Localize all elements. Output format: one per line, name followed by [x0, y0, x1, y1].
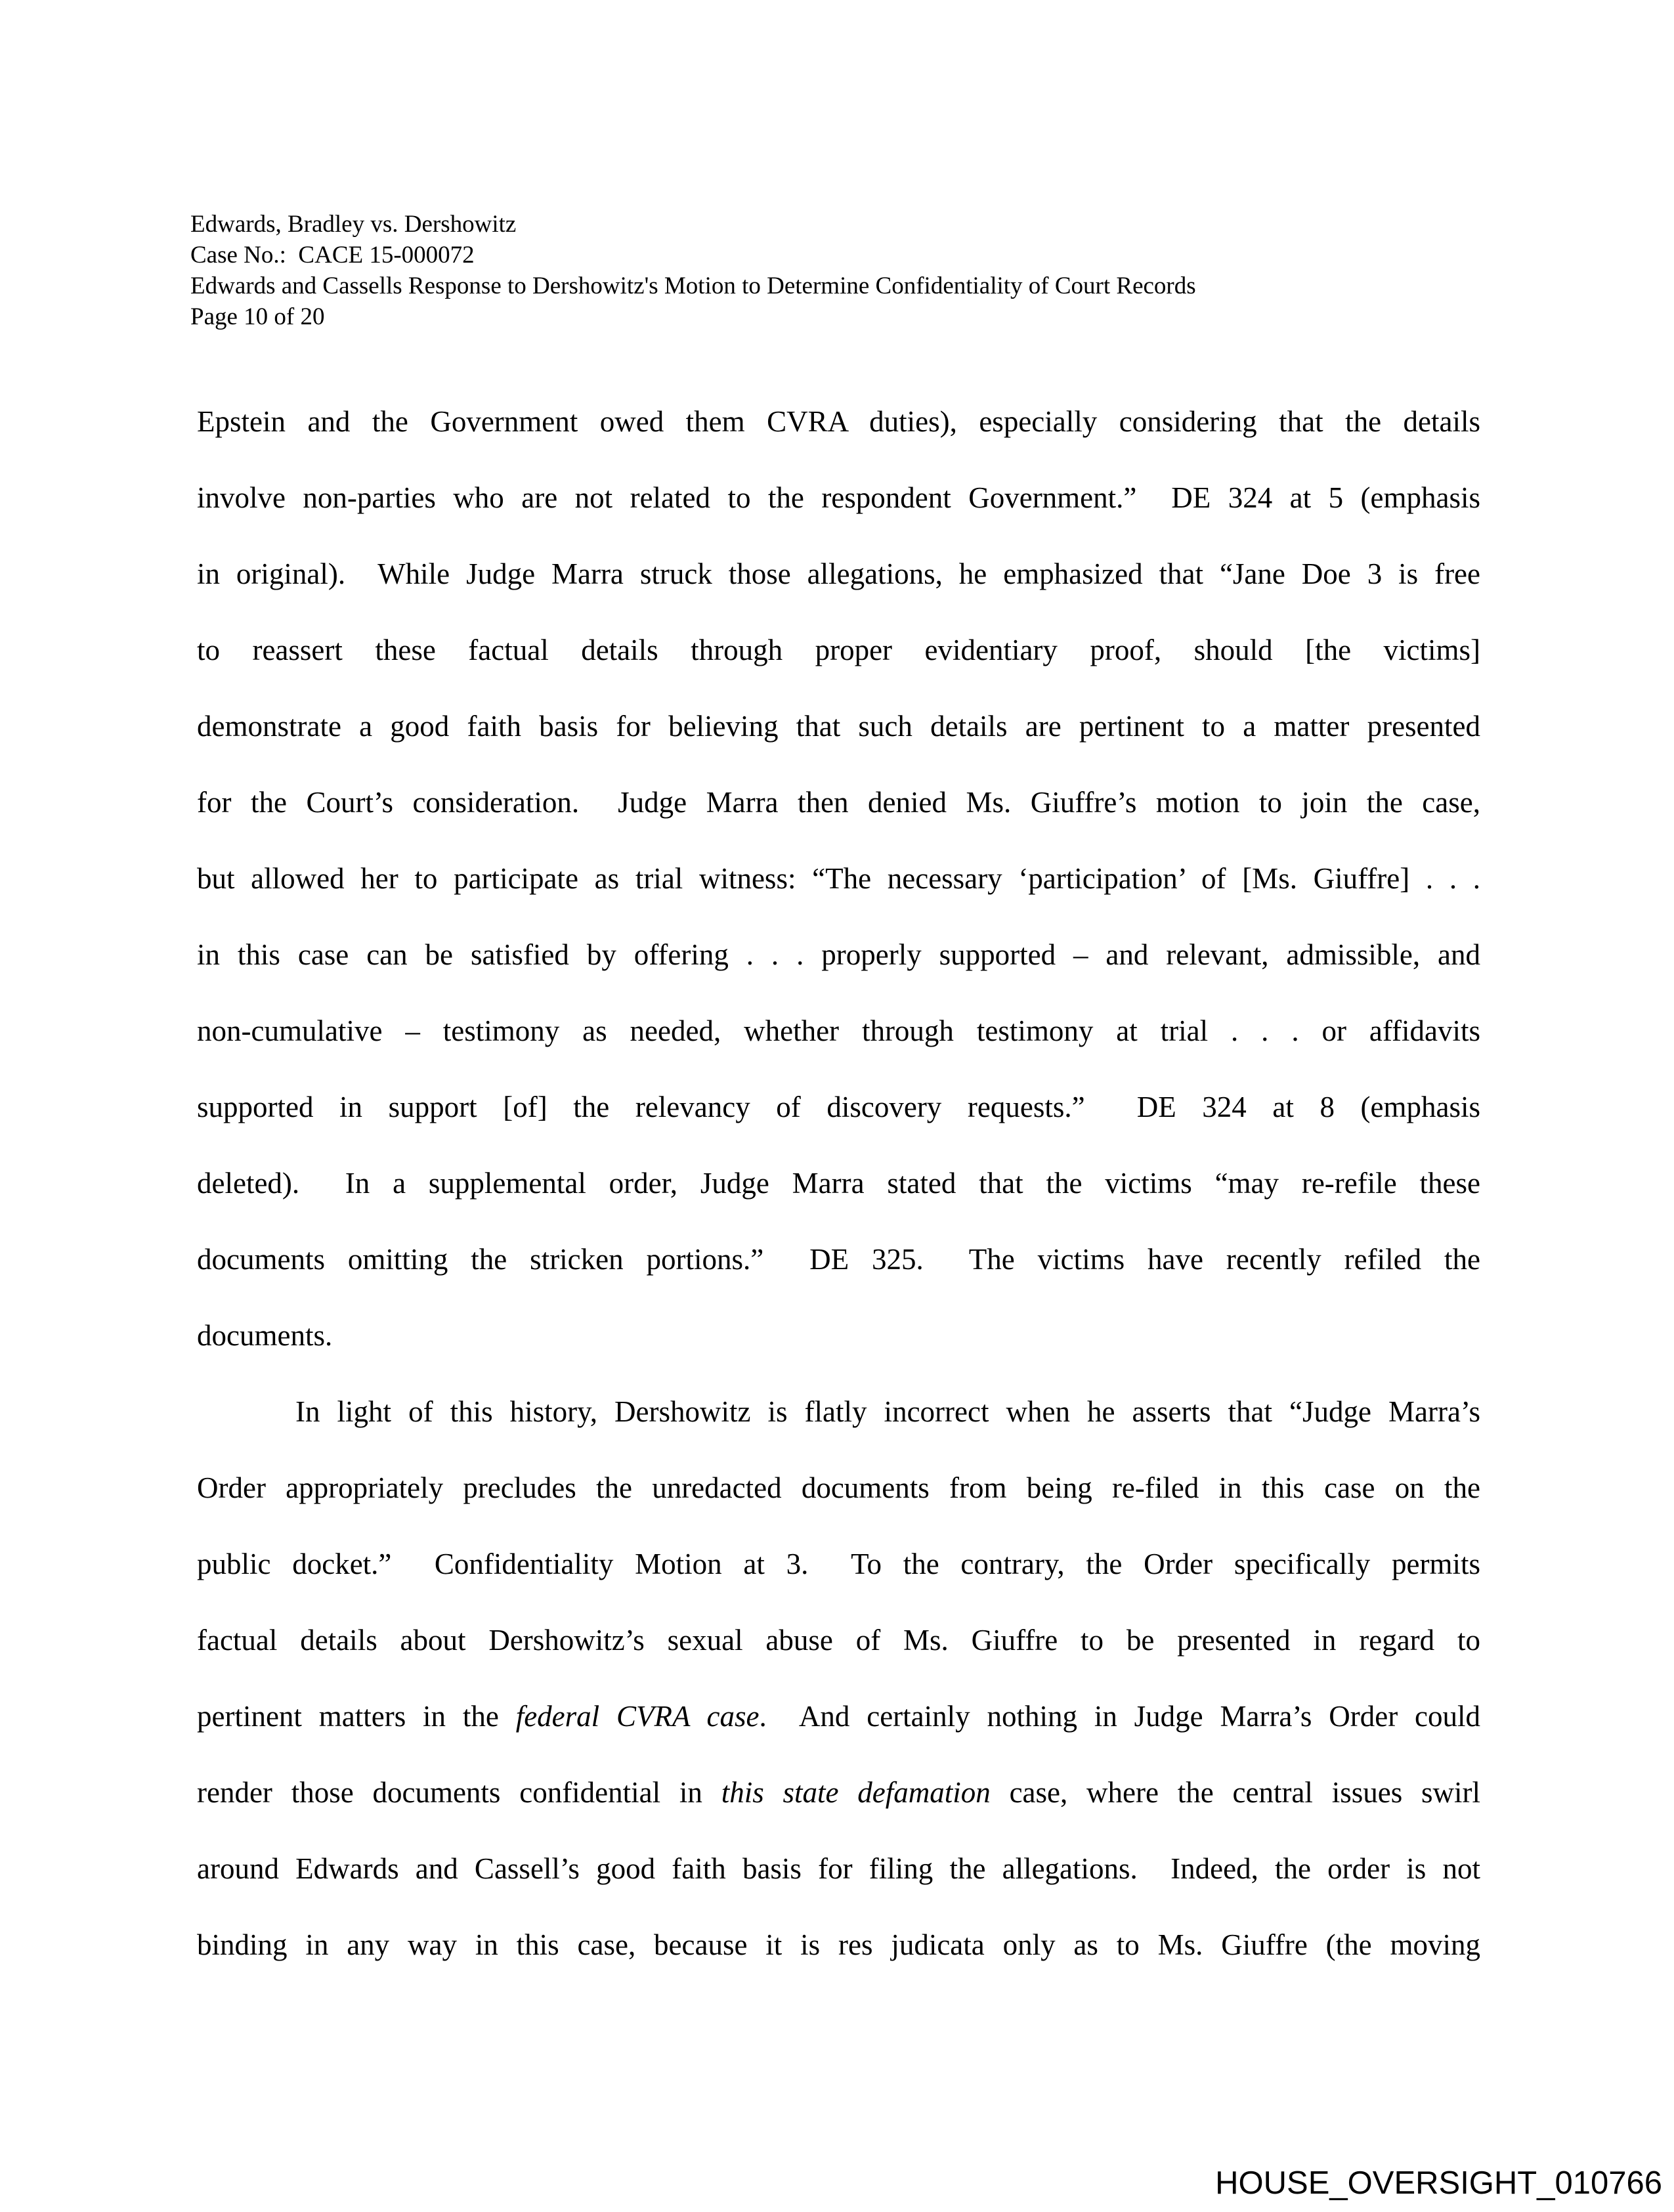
text-line: [197, 460, 1480, 536]
text-line: [197, 1907, 1480, 1983]
document-title: Edwards and Cassells Response to Dershowitz's Motion to Determine Confidentiality of Court Records: [190, 272, 1196, 299]
italic-text-run: this state defamation: [721, 1776, 991, 1809]
case-header: [190, 209, 1503, 332]
page-number-label: Page 10 of 20: [190, 303, 325, 330]
case-number: Case No.: CACE 15-000072: [190, 242, 475, 269]
text-line: [197, 383, 1480, 460]
text-run: Order appropriately precludes the unredacted documents from being re-filed in this case on the: [197, 1471, 1480, 1504]
text-run: pertinent matters in the: [197, 1700, 516, 1733]
text-run: for the Court’s consideration. Judge Marra then denied Ms. Giuffre’s motion to join the case,: [197, 786, 1480, 819]
text-line: [197, 1374, 1480, 1450]
text-line: [197, 1526, 1480, 1602]
text-line: [197, 1754, 1480, 1831]
text-run: Epstein and the Government owed them CVRA duties), especially considering that the details: [197, 405, 1480, 438]
text-run: non-cumulative – testimony as needed, whether through testimony at trial . . . or affidavits: [197, 1014, 1480, 1047]
text-run: render those documents confidential in: [197, 1776, 721, 1809]
text-line: [197, 1145, 1480, 1221]
text-line: [197, 1450, 1480, 1526]
text-run: to reassert these factual details through proper evidentiary proof, should [the victims]: [197, 634, 1480, 666]
text-line: [197, 1069, 1480, 1145]
text-run: factual details about Dershowitz’s sexual abuse of Ms. Giuffre to be presented in regard to: [197, 1624, 1480, 1657]
text-line: [197, 993, 1480, 1069]
text-run: but allowed her to participate as trial witness: “The necessary ‘participation’ of [Ms. Giuffre] . . .: [197, 862, 1480, 895]
text-run: In light of this history, Dershowitz is flatly incorrect when he asserts that “Judge Marra’s: [295, 1395, 1480, 1428]
text-run: involve non-parties who are not related to the respondent Government.” DE 324 at 5 (emphasis: [197, 481, 1480, 514]
text-line: [197, 1678, 1480, 1754]
text-run: in this case can be satisfied by offering . . . properly supported – and relevant, admissible, and: [197, 938, 1480, 971]
document-body: [197, 383, 1480, 1983]
text-line: [197, 917, 1480, 993]
text-line: [197, 1221, 1480, 1297]
text-run: around Edwards and Cassell’s good faith basis for filing the allegations. Indeed, the order is not: [197, 1852, 1480, 1885]
case-title: Edwards, Bradley vs. Dershowitz: [190, 211, 517, 238]
text-line: [197, 536, 1480, 612]
text-run: documents.: [197, 1319, 333, 1352]
text-run: supported in support [of] the relevancy of discovery requests.” DE 324 at 8 (emphasis: [197, 1091, 1480, 1123]
text-line: [197, 1602, 1480, 1678]
text-line: [197, 764, 1480, 840]
bates-stamp: HOUSE_OVERSIGHT_010766: [1215, 2165, 1662, 2201]
text-run: deleted). In a supplemental order, Judge Marra stated that the victims “may re-refile these: [197, 1167, 1480, 1200]
text-run: case, where the central issues swirl: [990, 1776, 1480, 1809]
text-line: [197, 1831, 1480, 1907]
text-run: binding in any way in this case, because it is res judicata only as to Ms. Giuffre (the moving: [197, 1928, 1480, 1961]
italic-text-run: federal CVRA case: [515, 1700, 760, 1733]
text-line: [197, 840, 1480, 917]
text-run: documents omitting the stricken portions.” DE 325. The victims have recently refiled the: [197, 1243, 1480, 1276]
text-run: demonstrate a good faith basis for believing that such details are pertinent to a matter presented: [197, 710, 1480, 743]
text-line: [197, 612, 1480, 688]
text-line: [197, 1297, 1480, 1374]
text-line: [197, 688, 1480, 764]
text-run: public docket.” Confidentiality Motion at 3. To the contrary, the Order specifically permits: [197, 1548, 1480, 1580]
text-run: in original). While Judge Marra struck those allegations, he emphasized that “Jane Doe 3 is free: [197, 557, 1480, 590]
text-run: . And certainly nothing in Judge Marra’s Order could: [759, 1700, 1480, 1733]
